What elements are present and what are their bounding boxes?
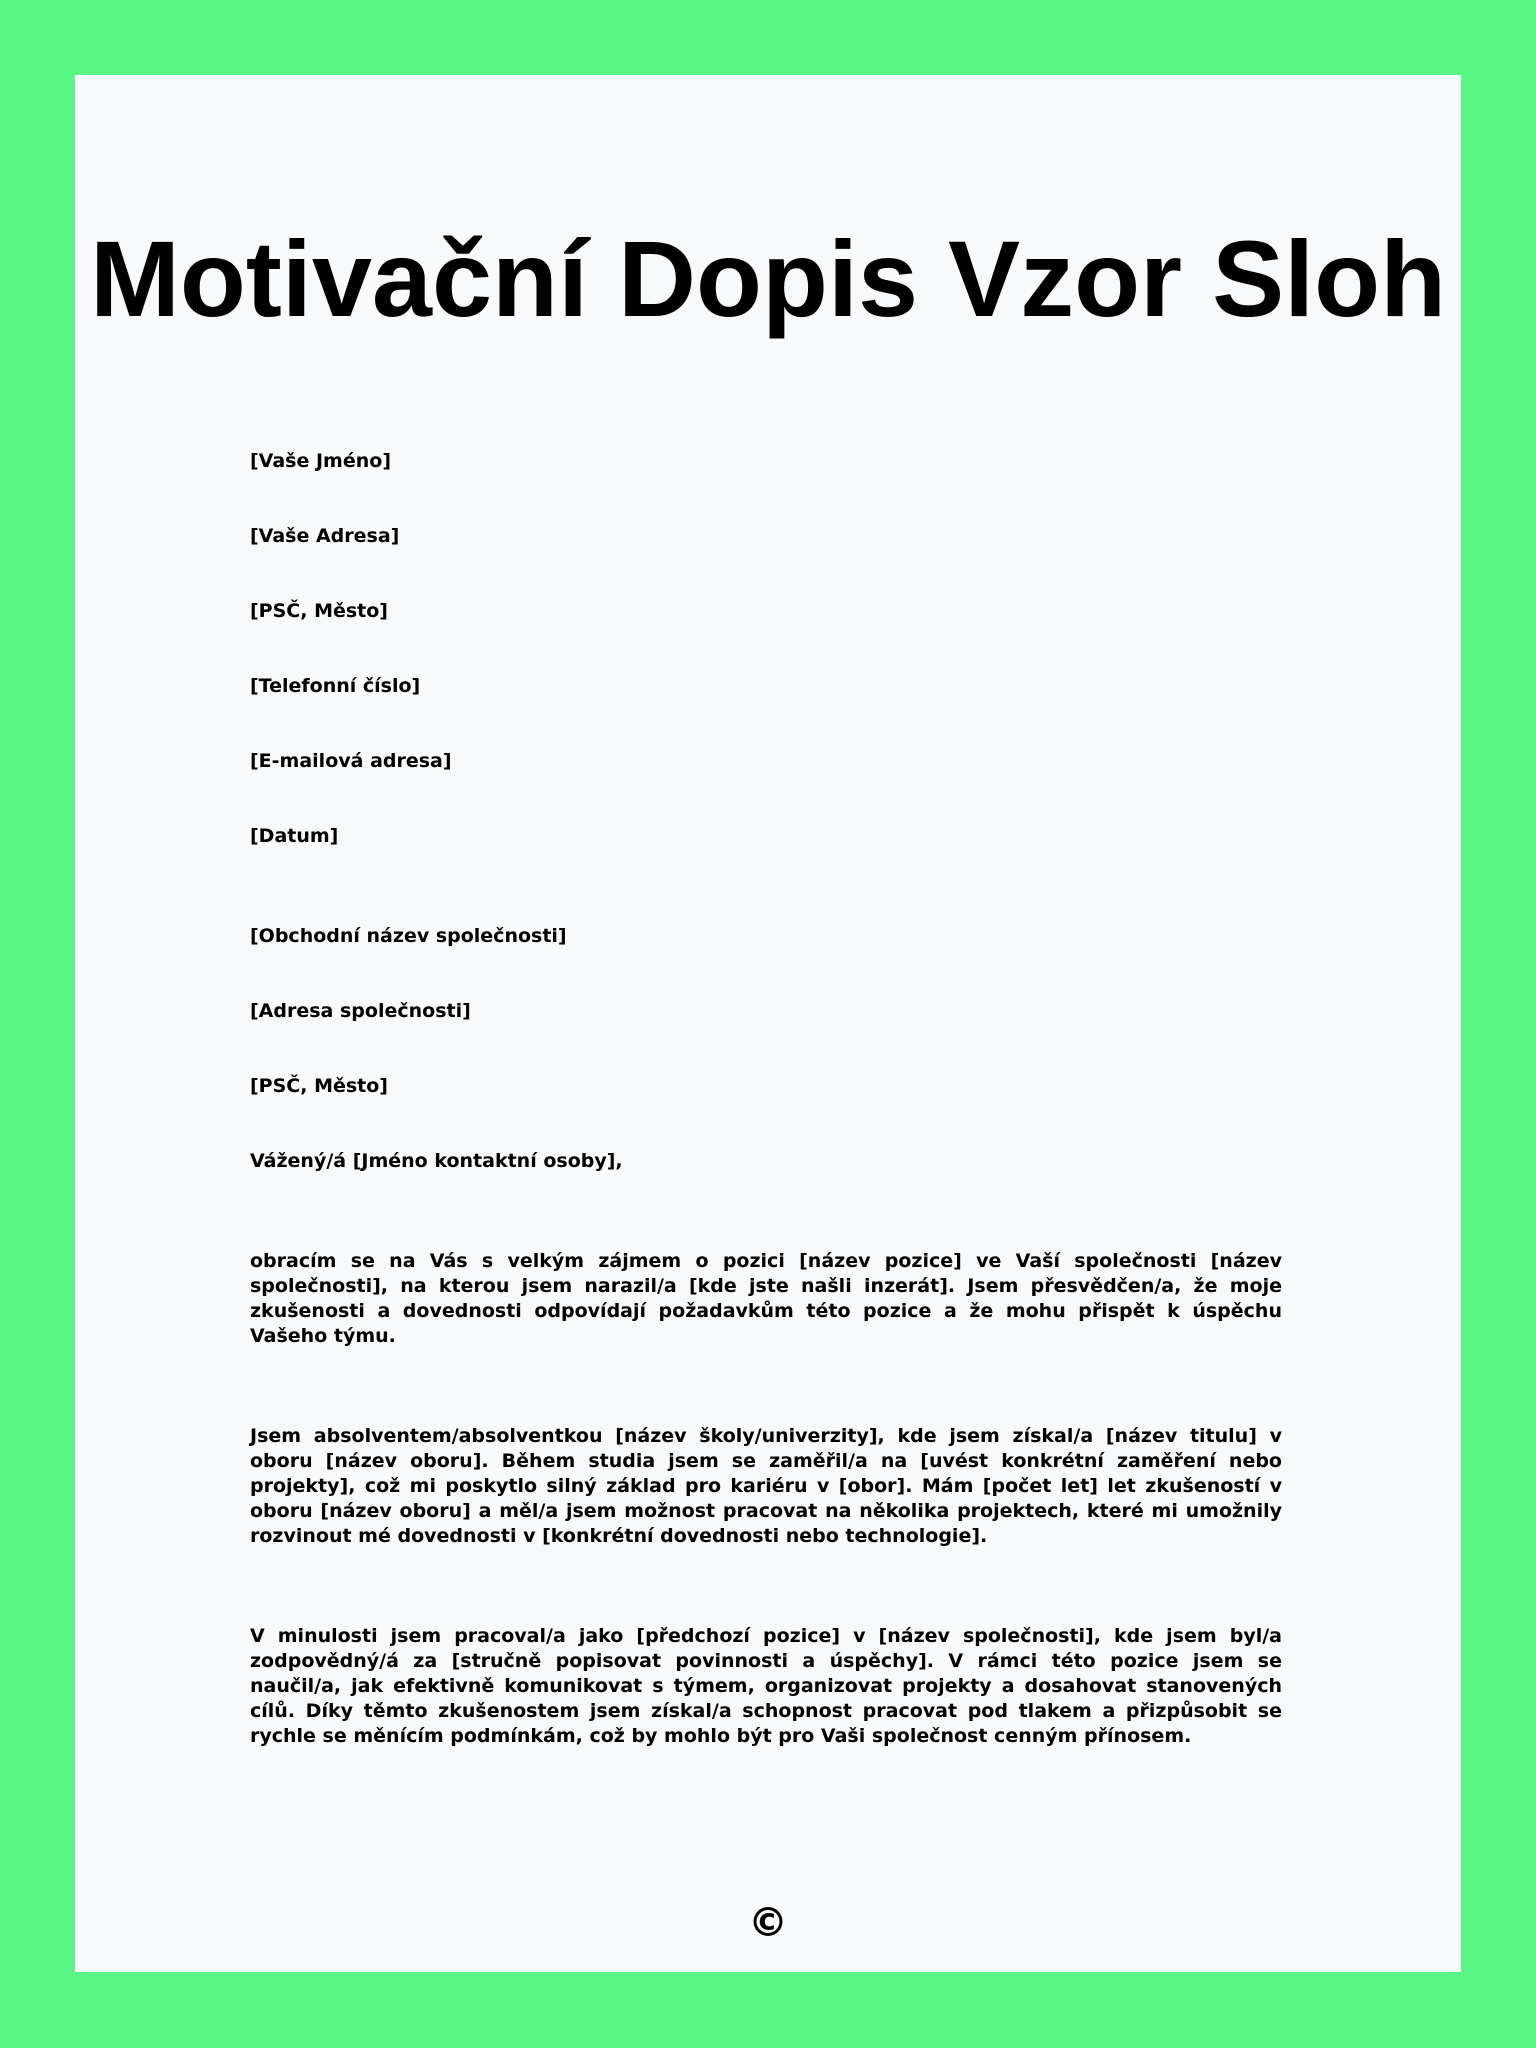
sender-phone: [Telefonní číslo] [250, 675, 421, 697]
copyright-icon: © [748, 1900, 788, 1946]
paragraph-intro: obracím se na Vás s velkým zájmem o pozici [název pozice] ve Vaší společnosti [název společnosti], na kterou jsem narazil/a [kde jste našli inzerát]. Jsem přesvědčen/a, že moje zkušenosti a dovednosti odpovídají požadavkům této pozice a že mohu přispět k úspěchu Vašeho týmu. [250, 1250, 1282, 1347]
salutation: Vážený/á [Jméno kontaktní osoby], [250, 1150, 623, 1172]
recipient-company-name: [Obchodní název společnosti] [250, 925, 567, 947]
recipient-company-address: [Adresa společnosti] [250, 1000, 471, 1022]
letter-body [250, 449, 1282, 1824]
document-title: Motivační Dopis Vzor Sloh [89, 218, 1447, 339]
sender-email: [E-mailová adresa] [250, 750, 452, 772]
sender-name: [Vaše Jméno] [250, 450, 391, 472]
sender-address: [Vaše Adresa] [250, 525, 400, 547]
recipient-postcode-city: [PSČ, Město] [250, 1075, 388, 1097]
paragraph-education: Jsem absolventem/absolventkou [název školy/univerzity], kde jsem získal/a [název titulu] v oboru [název oboru]. Během studia jsem se zaměřil/a na [uvést konkrétní zaměření nebo projekty], což mi poskytlo silný základ pro kariéru v [obor]. Mám [počet let] let zkušeností v oboru [název oboru] a měl/a jsem možnost pracovat na několika projektech, které mi umožnily rozvinout mé dovednosti v [konkrétní dovednosti nebo technologie]. [250, 1425, 1282, 1547]
paragraph-experience: V minulosti jsem pracoval/a jako [předchozí pozice] v [název společnosti], kde jsem byl/a zodpovědný/á za [stručně popisovat povinnosti a úspěchy]. V rámci této pozice jsem se naučil/a, jak efektivně komunikovat s týmem, organizovat projekty a dosahovat stanovených cílů. Díky těmto zkušenostem jsem získal/a schopnost pracovat pod tlakem a přizpůsobit se rychle se měnícím podmínkám, což by mohlo být pro Vaši společnost cenným přínosem. [250, 1625, 1282, 1747]
letter-date: [Datum] [250, 825, 339, 847]
sender-postcode-city: [PSČ, Město] [250, 600, 388, 622]
